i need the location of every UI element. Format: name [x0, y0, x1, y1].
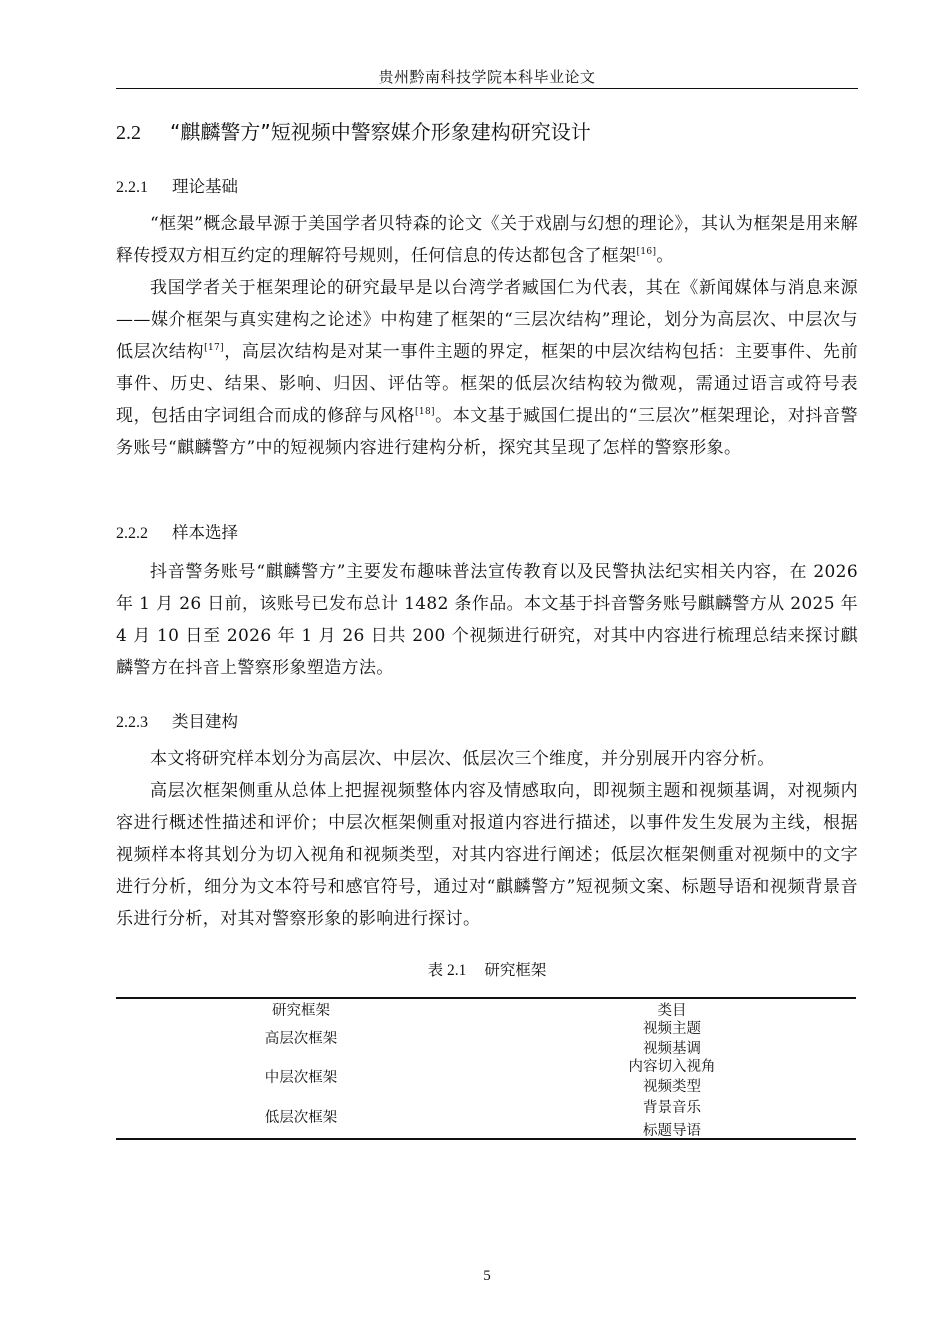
- table-top-rule: [116, 997, 856, 999]
- paragraph-category-intro: 本文将研究样本划分为高层次、中层次、低层次三个维度，并分别展开内容分析。: [150, 749, 775, 769]
- paragraph-text: 。: [656, 246, 674, 266]
- section-title: “麒麟警方”短视频中警察媒介形象建构研究设计: [170, 120, 591, 144]
- table-header-category: 类目: [657, 1003, 687, 1019]
- section-number: 2.2: [116, 122, 141, 144]
- table-caption-number: 表 2.1: [427, 962, 467, 979]
- paragraph-text: “框架”概念最早源于美国学者贝特森的论文《关于戏剧与幻想的理论》，其认为框架是用来解释传授双方相互约定的理解符号规则，任何信息的传达都包含了框架: [116, 214, 858, 266]
- subsection-number: 2.2.1: [116, 179, 148, 196]
- paragraph-framing-concept: [116, 208, 858, 272]
- subsection-title: 样本选择: [172, 523, 238, 542]
- table-cell-category: 标题导语: [643, 1123, 701, 1139]
- table-cell-frame: 低层次框架: [264, 1110, 338, 1126]
- subsection-title: 类目建构: [172, 712, 238, 731]
- running-header: 贵州黔南科技学院本科毕业论文: [378, 68, 596, 86]
- table-bottom-rule: [116, 1138, 856, 1140]
- subsection-number: 2.2.2: [116, 525, 148, 542]
- table-cell-category: 视频类型: [643, 1079, 701, 1095]
- paragraph-three-level-structure: [116, 272, 858, 464]
- table-header-frame: 研究框架: [272, 1003, 330, 1019]
- subsection-number: 2.2.3: [116, 714, 148, 731]
- citation-ref: [17]: [204, 343, 224, 353]
- paragraph-text: 。本文基于臧国仁提出的“三层次”框架理论，对抖音警务账号“麒麟警方”中的短视频内容进行建构分析，探究其呈现了怎样的警察形象。: [116, 406, 858, 458]
- table-caption-title: 研究框架: [484, 961, 547, 979]
- citation-ref: [16]: [636, 247, 657, 257]
- header-rule: [116, 88, 858, 89]
- paragraph-text: 我国学者关于框架理论的研究最早是以台湾学者臧国仁为代表，其在《新闻媒体与消息来源——媒介框架与真实建构之论述》中构建了框架的“三层次结构”理论，划分为高层次、中层次与低层次结构: [116, 278, 858, 362]
- table-cell-category: 背景音乐: [643, 1100, 701, 1116]
- table-cell-category: 视频主题: [643, 1021, 701, 1037]
- section-heading: [116, 116, 591, 145]
- table-cell-frame: 中层次框架: [264, 1070, 338, 1086]
- subsection-title: 理论基础: [172, 177, 238, 196]
- paragraph-sample-selection: 抖音警务账号“麒麟警方”主要发布趣味普法宣传教育以及民警执法纪实相关内容，在 2026 年 1 月 26 日前，该账号已发布总计 1482 条作品。本文基于抖音警务账号麒麟警方从 2025 年 4 月 10 日至 2026 年 1 月 26 日共 200 个视频进行研究，对其中内容进行梳理总结来探讨麒麟警方在抖音上警察形象塑造方法。: [116, 562, 858, 678]
- subsection-heading-sample: [116, 519, 238, 543]
- table-cell-category: 内容切入视角: [628, 1059, 716, 1075]
- subsection-heading-theory: [116, 173, 238, 197]
- subsection-heading-categories: [116, 708, 238, 732]
- citation-ref: [18]: [415, 407, 435, 417]
- table-cell-frame: 高层次框架: [264, 1031, 338, 1047]
- table-caption: [116, 958, 858, 980]
- table-cell-category: 视频基调: [643, 1041, 701, 1057]
- paragraph-text: ，高层次结构是对某一事件主题的界定，框架的中层次结构包括：主要事件、先前事件、历史、结果、影响、归因、评估等。框架的低层次结构较为微观，需通过语言或符号表现，包括由字词组合而成的修辞与风格: [116, 342, 859, 426]
- paragraph-category-detail: 高层次框架侧重从总体上把握视频整体内容及情感取向，即视频主题和视频基调，对视频内容进行概述性描述和评价；中层次框架侧重对报道内容进行描述，以事件发生发展为主线，根据视频样本将其划分为切入视角和视频类型，对其内容进行阐述；低层次框架侧重对视频中的文字进行分析，细分为文本符号和感官符号，通过对“麒麟警方”短视频文案、标题导语和视频背景音乐进行分析，对其对警察形象的影响进行探讨。: [116, 781, 858, 929]
- page-number: 5: [483, 1268, 491, 1284]
